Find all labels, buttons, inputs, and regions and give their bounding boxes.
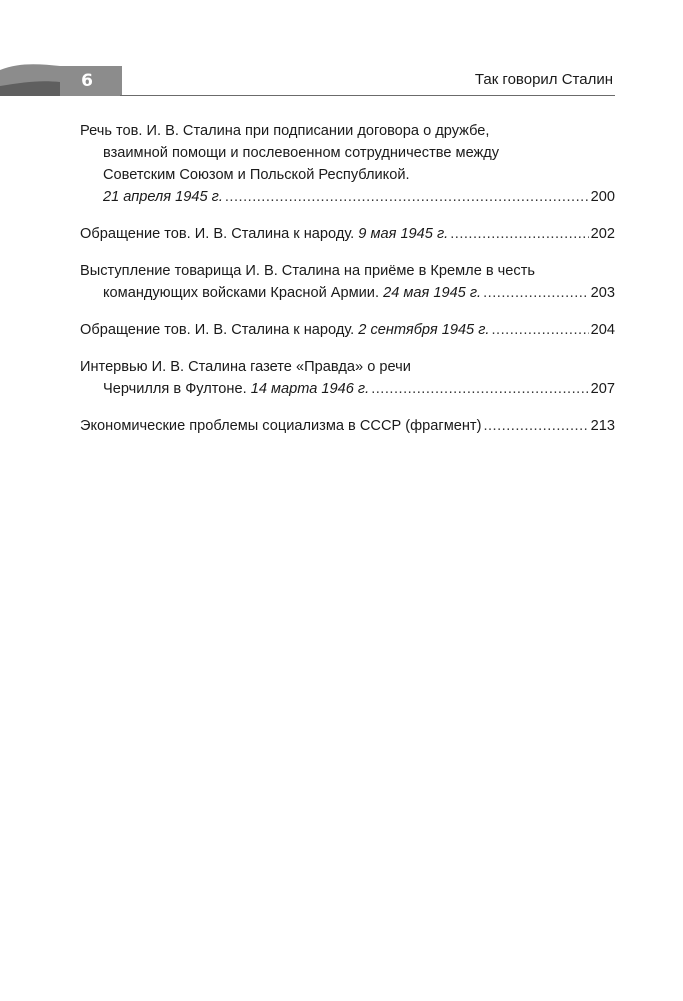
toc-entry[interactable]	[80, 120, 615, 208]
toc-entry-page: 207	[590, 381, 615, 397]
toc-entry[interactable]	[80, 356, 615, 400]
page-header	[0, 0, 683, 100]
dot-leader	[483, 415, 588, 437]
toc-entry-page: 213	[590, 418, 615, 434]
toc-entry-page: 200	[590, 189, 615, 205]
toc-entry[interactable]	[80, 415, 615, 437]
toc-entry-leader-line	[80, 415, 615, 437]
dot-leader	[371, 378, 588, 400]
toc-entry-date: 9 мая 1945 г.	[358, 226, 449, 242]
toc-entry-title: Экономические проблемы социализма в СССР (фрагмент)	[80, 418, 482, 434]
toc-entry-title-line: Выступление товарища И. В. Сталина на приёме в Кремле в честь	[80, 263, 535, 279]
toc-entry-page: 204	[590, 322, 615, 338]
toc-entry[interactable]	[80, 260, 615, 304]
header-rule	[120, 95, 615, 96]
toc-entry-date: 21 апреля 1945 г.	[103, 189, 223, 205]
toc-entry-leader-line	[80, 186, 615, 208]
page-number: 6	[81, 71, 93, 91]
dot-leader	[450, 223, 588, 245]
toc-entry-leader-line	[80, 223, 615, 245]
toc-entry-title-line: Речь тов. И. В. Сталина при подписании договора о дружбе,	[80, 123, 490, 139]
toc-entry-date: 24 мая 1945 г.	[383, 285, 482, 301]
toc-entry-title-line: взаимной помощи и послевоенном сотрудничестве между	[103, 145, 500, 161]
dot-leader	[491, 319, 588, 341]
toc-entry-title: командующих войсками Красной Армии.	[103, 285, 380, 301]
toc-entry-title: Обращение тов. И. В. Сталина к народу.	[80, 226, 355, 242]
toc-entry[interactable]	[80, 223, 615, 245]
toc-entry-leader-line	[80, 282, 615, 304]
toc-entry-page: 202	[590, 226, 615, 242]
toc-entry-date: 2 сентября 1945 г.	[358, 322, 490, 338]
toc-entry-leader-line	[80, 319, 615, 341]
dot-leader	[483, 282, 589, 304]
toc-entry-title: Обращение тов. И. В. Сталина к народу.	[80, 322, 355, 338]
toc-entry-title-line: Советским Союзом и Польской Республикой.	[103, 167, 410, 183]
toc-entry-title: Черчилля в Фултоне.	[103, 381, 247, 397]
running-title: Так говорил Сталин	[474, 71, 613, 88]
dot-leader	[225, 186, 589, 208]
table-of-contents	[80, 120, 615, 452]
toc-entry-leader-line	[80, 378, 615, 400]
toc-entry[interactable]	[80, 319, 615, 341]
toc-entry-date: 14 марта 1946 г.	[250, 381, 370, 397]
toc-entry-page: 203	[590, 285, 615, 301]
toc-entry-title-line: Интервью И. В. Сталина газете «Правда» о речи	[80, 359, 411, 375]
